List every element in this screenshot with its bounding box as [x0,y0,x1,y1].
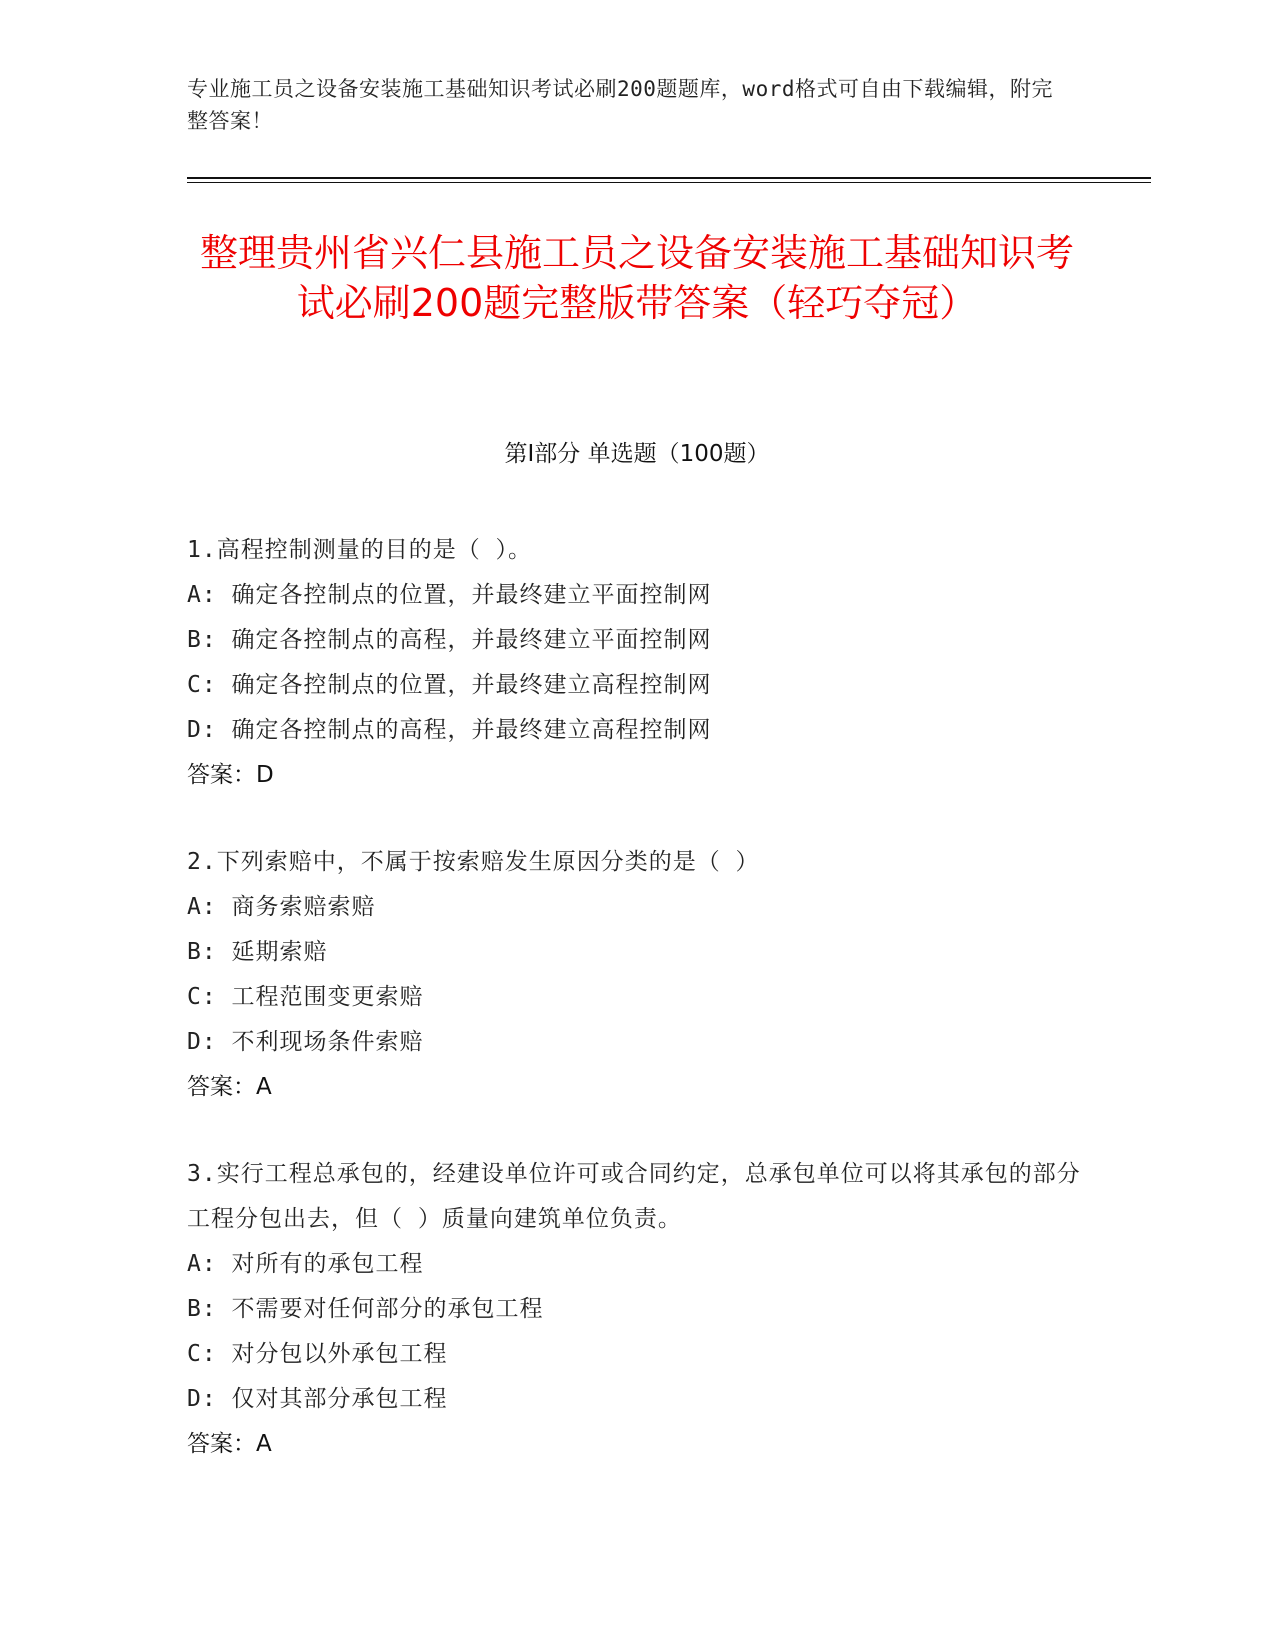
question-3 [187,1152,1087,1467]
header-note: 专业施工员之设备安装施工基础知识考试必刷200题题库，word格式可自由下载编辑，附完整答案！ [187,77,1053,133]
option-c: C: 工程范围变更索赔 [187,984,424,1010]
option-a: A: 对所有的承包工程 [187,1251,424,1277]
header-divider-thin [187,182,1151,183]
question-stem: 1.高程控制测量的目的是（ ）。 [187,537,533,563]
question-stem: 2.下列索赔中，不属于按索赔发生原因分类的是（ ） [187,849,760,875]
option-b: B: 确定各控制点的高程，并最终建立平面控制网 [187,627,712,653]
answer-line: 答案：A [187,1431,272,1457]
answer-line: 答案：D [187,762,274,788]
option-d: D: 不利现场条件索赔 [187,1029,424,1055]
section-title: 第I部分 单选题（100题） [504,441,770,467]
question-2 [187,840,1087,1110]
question-stem: 3.实行工程总承包的，经建设单位许可或合同约定，总承包单位可以将其承包的部分工程分包出去，但（ ）质量向建筑单位负责。 [187,1161,1081,1232]
answer-line: 答案：A [187,1074,272,1100]
question-list [187,528,1087,1509]
option-c: C: 确定各控制点的位置，并最终建立高程控制网 [187,672,712,698]
option-d: D: 仅对其部分承包工程 [187,1386,448,1412]
question-1 [187,528,1087,798]
option-a: A: 确定各控制点的位置，并最终建立平面控制网 [187,582,712,608]
option-d: D: 确定各控制点的高程，并最终建立高程控制网 [187,717,712,743]
document-title: 整理贵州省兴仁县施工员之设备安装施工基础知识考试必刷200题完整版带答案（轻巧夺冠） [199,231,1074,325]
option-b: B: 延期索赔 [187,939,328,965]
option-b: B: 不需要对任何部分的承包工程 [187,1296,544,1322]
header-divider-thick [187,177,1151,179]
option-a: A: 商务索赔索赔 [187,894,376,920]
option-c: C: 对分包以外承包工程 [187,1341,448,1367]
